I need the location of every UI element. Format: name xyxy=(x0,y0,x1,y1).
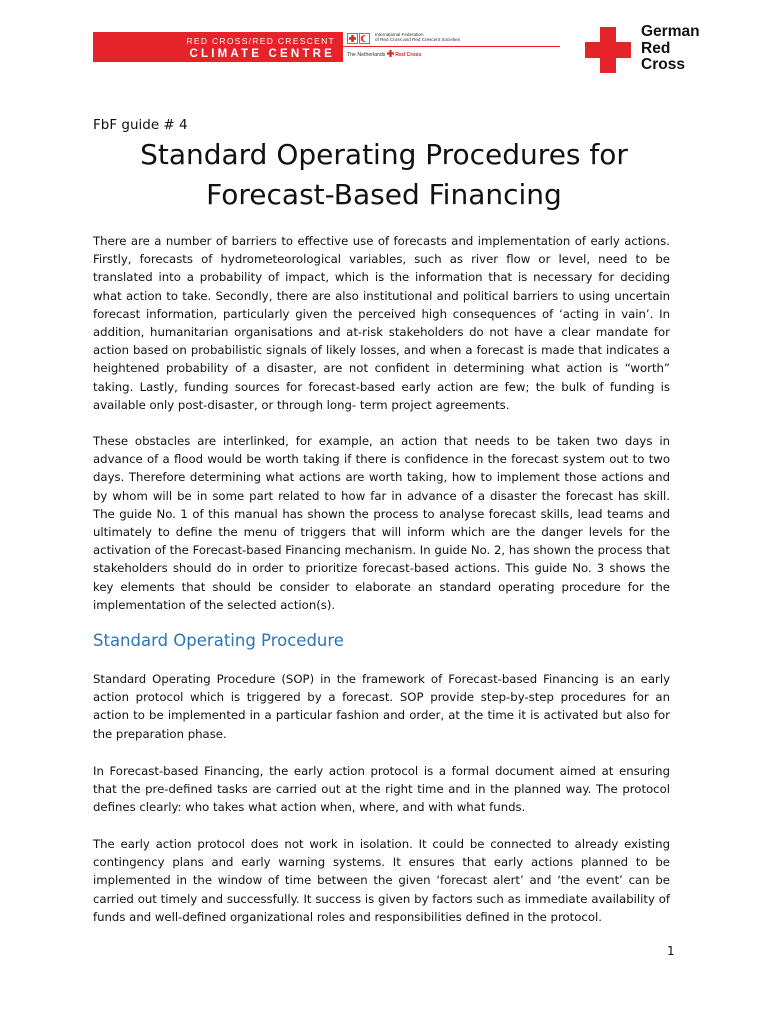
intro-paragraph-1: There are a number of barriers to effective use of forecasts and implementation of early actions. Firstly, forecasts of hydrometeorological variables, such as river flow or level, need to be translated into a probability of impact, which is the information that is necessary for deciding what action to take. Secondly, there are also institutional and political barriers to using uncertain forecast information, particularly given the perceived high consequences of ‘acting in vain’. In addition, humanitarian organisations and at-risk stakeholders do not have a clear mandate for action based on probabilistic signals of likely losses, and when a forecast is made that indicates a heightened probability of a disaster, are not confident in determining what action is “worth” taking. Lastly, funding sources for forecast-based early action are few; the bulk of funding is available only post-disaster, or through long- term project agreements. xyxy=(93,234,670,412)
nl-suffix: Red Cross xyxy=(395,52,422,58)
header-rule xyxy=(343,46,560,47)
climate-centre-top-text: RED CROSS/RED CRESCENT xyxy=(186,36,335,46)
ifrc-line1: International Federation xyxy=(375,32,424,37)
page-number: 1 xyxy=(667,944,675,958)
title-line1: Standard Operating Procedures for xyxy=(140,138,628,171)
sop-paragraph-3: The early action protocol does not work in isolation. It could be connected to already existing contingency plans and early warning systems. It ensures that early actions planned to be implemented in the window of time between the given ‘forecast alert’ and ‘the event’ can be carried out timely and successfully. It success is given by factors such as immediate availability of funds and well-defined organizational roles and responsibilities defined in the protocol. xyxy=(93,837,670,924)
ifrc-line2: of Red Cross and Red Crescent Societies xyxy=(375,37,461,43)
section-heading: Standard Operating Procedure xyxy=(93,631,344,650)
nl-prefix: The Netherlands xyxy=(347,52,386,58)
climate-centre-logo xyxy=(93,32,343,62)
guide-label: FbF guide # 4 xyxy=(93,117,188,133)
netherlands-red-cross-logo xyxy=(347,50,421,58)
grc-line1: German xyxy=(641,23,700,40)
red-cross-icon xyxy=(387,50,394,57)
german-red-cross-icon xyxy=(585,27,631,73)
climate-centre-bottom-text: CLIMATE CENTRE xyxy=(189,48,335,60)
sop-paragraph-1: Standard Operating Procedure (SOP) in the framework of Forecast-based Financing is an early action protocol which is triggered by a forecast. SOP provide step-by-step procedures for an action to be implemented in a particular fashion and order, at the time it is activated but also for the preparation phase. xyxy=(93,672,670,741)
title-line2: Forecast-Based Financing xyxy=(206,178,562,211)
german-red-cross-wordmark xyxy=(641,24,700,74)
intro-paragraph-2: These obstacles are interlinked, for example, an action that needs to be taken two days in advance of a flood would be worth taking if there is confidence in the forecast system out to two days. Therefore determining what actions are worth taking, how to implement those actions and by whom will be in some part related to how far in advance of a disaster the forecast has skill. The guide No. 1 of this manual has shown the process to analyse forecast skills, lead teams and ultimately to define the menu of triggers that will inform which are the danger levels for the activation of the Forecast-based Financing mechanism. In guide No. 2, has shown the process that stakeholders should do in order to prioritize forecast-based actions. This guide No. 3 shows the key elements that should be consider to elaborate an standard operating procedure for the implementation of the selected action(s). xyxy=(93,434,670,612)
document-title xyxy=(93,135,675,215)
ifrc-emblem-icon xyxy=(347,33,371,44)
grc-line3: Cross xyxy=(641,56,685,73)
grc-line2: Red xyxy=(641,39,671,57)
sop-paragraph-2: In Forecast-based Financing, the early action protocol is a formal document aimed at ensuring that the pre-defined tasks are carried out at the right time and in the planned way. The protocol defines clearly: who takes what action when, where, and with what funds. xyxy=(93,764,670,815)
